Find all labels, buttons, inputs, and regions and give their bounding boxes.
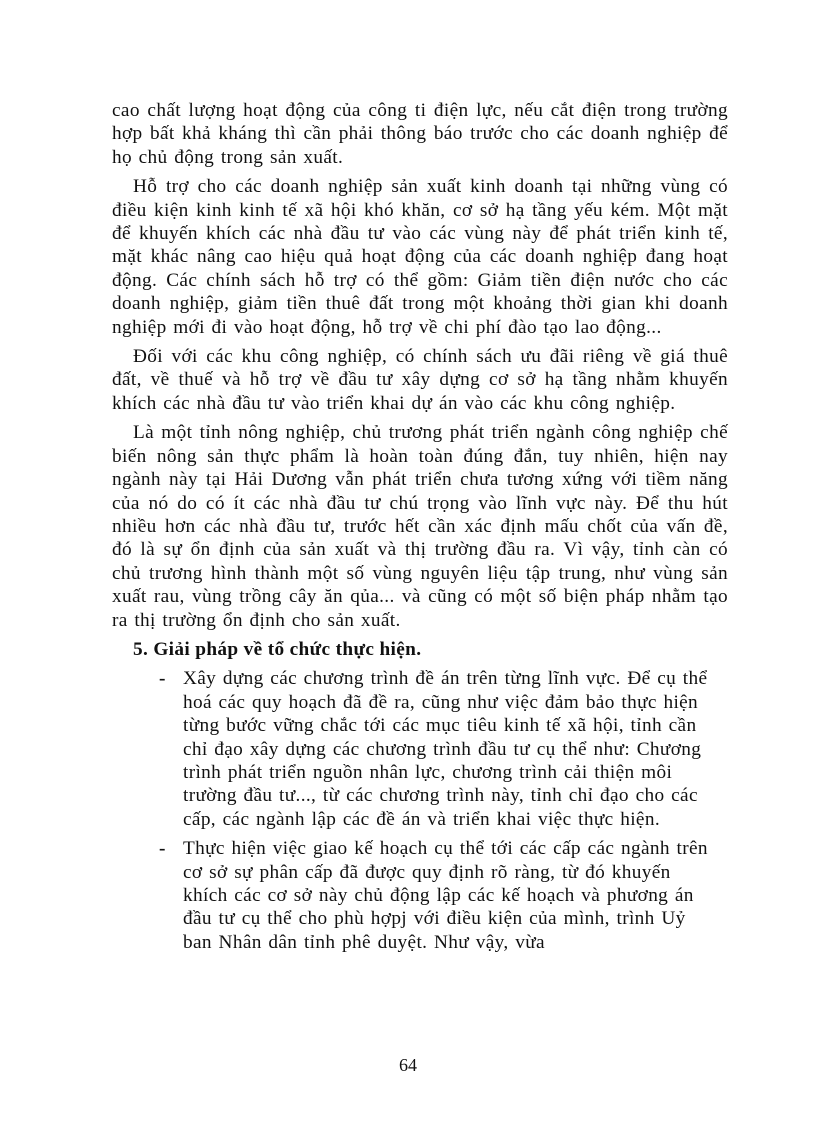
- document-page: [112, 99, 728, 954]
- list-item: [159, 667, 728, 831]
- page-number: 64: [399, 1055, 417, 1075]
- list-item: [159, 837, 728, 954]
- paragraph-industrial-zones: Đối với các khu công nghiệp, có chính sách ưu đãi riêng về giá thuê đất, về thuế và hỗ trợ về đầu tư xây dựng cơ sở hạ tầng nhằm khuyến khích các nhà đầu tư vào triển khai dự án vào các khu công nghiệp.: [112, 346, 728, 414]
- list-item-text: Xây dựng các chương trình đề án trên từng lĩnh vực. Để cụ thể hoá các quy hoạch đã đề ra, cũng như việc đảm bảo thực hiện từng bước vững chắc tới các mục tiêu kinh tế xã hội, tỉnh cần chỉ đạo xây dựng các chương trình đầu tư cụ thể như: Chương trình phát triển nguồn nhân lực, chương trình cải thiện môi trường đầu tư..., từ các chương trình này, tỉnh chỉ đạo cho các cấp, các ngành lập các đề án và triển khai việc thực hiện.: [183, 668, 708, 830]
- section-heading: 5. Giải pháp về tổ chức thực hiện.: [133, 638, 422, 660]
- paragraph-agriculture: Là một tỉnh nông nghiệp, chủ trương phát triển ngành công nghiệp chế biến nông sản thực phẩm là hoàn toàn đúng đắn, tuy nhiên, hiện nay ngành này tại Hải Dương vẫn phát triển chưa tương xứng với tiềm năng của nó do có ít các nhà đầu tư chú trọng vào lĩnh vực này. Để thu hút nhiều hơn các nhà đầu tư, trước hết cần xác định mấu chốt của vấn đề, đó là sự ổn định của sản xuất và thị trường đầu ra. Vì vậy, tỉnh càn có chủ trương hình thành một số vùng nguyên liệu tập trung, như vùng sản xuất rau, vùng trồng cây ăn qủa... và cũng có một số biện pháp nhằm tạo ra thị trường ổn định cho sản xuất.: [112, 422, 728, 631]
- list-item-text: Thực hiện việc giao kế hoạch cụ thể tới các cấp các ngành trên cơ sở sự phân cấp đã được quy định rõ ràng, từ đó khuyến khích các cơ sở này chủ động lập các kế hoạch và phương án đầu tư cụ thể cho phù hợpj với điều kiện của mình, trình Uỷ ban Nhân dân tỉnh phê duyệt. Như vậy, vừa: [183, 838, 708, 953]
- paragraph-support-policy: Hỗ trợ cho các doanh nghiệp sản xuất kinh doanh tại những vùng có điều kiện kinh kinh tế xã hội khó khăn, cơ sở hạ tầng yếu kém. Một mặt để khuyến khích các nhà đầu tư vào các vùng này để phát triển kinh tế, mặt khác nâng cao hiệu quả hoạt động của các doanh nghiệp đang hoạt động. Các chính sách hỗ trợ có thể gồm: Giảm tiền điện nước cho các doanh nghiệp, giảm tiền thuê đất trong một khoảng thời gian khi doanh nghiệp mới đi vào hoạt động, hỗ trợ về chi phí đào tạo lao động...: [112, 176, 728, 338]
- paragraph-continuation: cao chất lượng hoạt động của công ti điện lực, nếu cắt điện trong trường hợp bất khả kháng thì cần phải thông báo trước cho các doanh nghiệp để họ chủ động trong sản xuất.: [112, 100, 728, 168]
- bullet-dash: -: [159, 838, 166, 860]
- bullet-dash: -: [159, 668, 166, 690]
